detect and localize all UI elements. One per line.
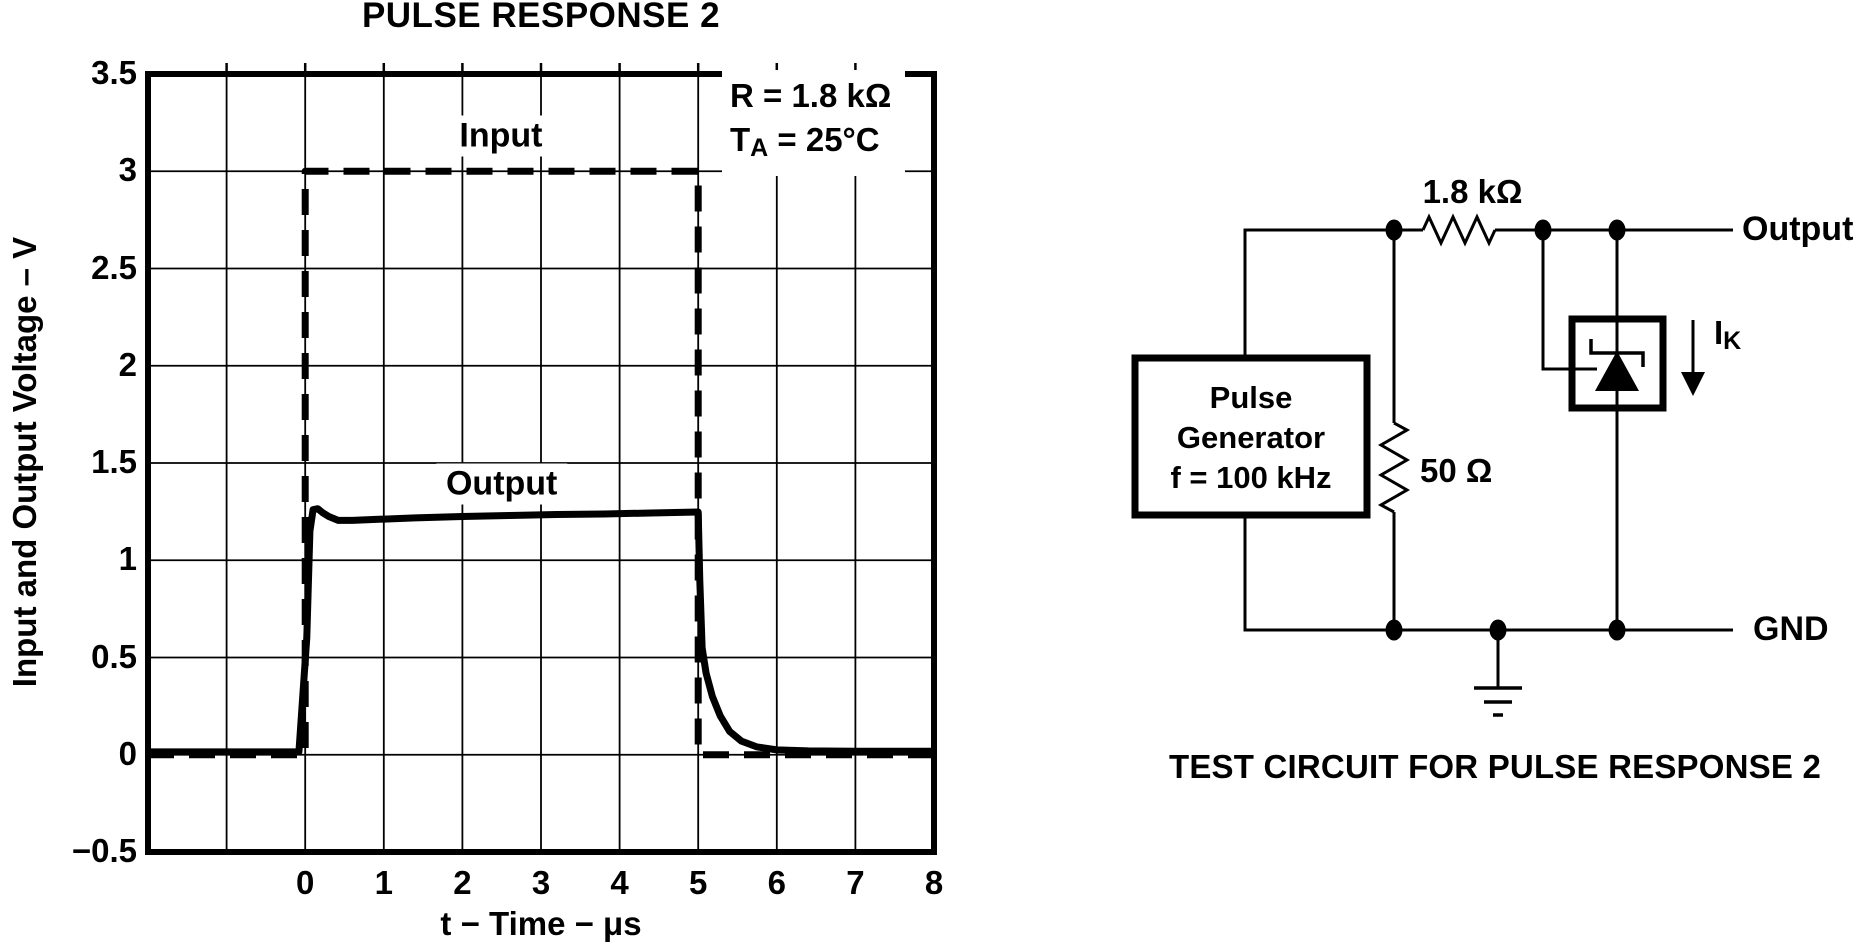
junction-dot — [1535, 220, 1552, 241]
series-label-output: Output — [436, 464, 567, 505]
ground-terminal-label: GND — [1753, 610, 1829, 648]
test-conditions — [722, 70, 905, 176]
series-resistor-label: 1.8 kΩ — [1422, 173, 1523, 210]
condition-temperature: $T_A = 25^\circ C$ — [730, 121, 880, 162]
wire-ground-rail — [1245, 515, 1733, 630]
pulse-generator-label — [1142, 364, 1360, 511]
y-tick-label: 3.5 — [91, 54, 137, 91]
condition-resistance: R = 1.8 kΩ — [730, 77, 892, 114]
x-axis-title: t − Time − μs — [440, 905, 642, 942]
junction-dot — [1609, 220, 1626, 241]
x-tick-label: 0 — [296, 864, 315, 901]
y-tick-label: 3 — [118, 151, 137, 189]
output-terminal-label: Output — [1742, 210, 1854, 248]
y-tick-label: 2 — [118, 345, 137, 383]
y-tick-label: 0.5 — [91, 637, 137, 675]
y-tick-label: −0.5 — [71, 832, 137, 869]
y-tick-label: 2.5 — [91, 248, 137, 286]
y-tick-label: 1.5 — [91, 443, 137, 480]
x-tick-label: 5 — [689, 864, 708, 901]
shunt-resistor-symbol — [1381, 423, 1407, 512]
junction-dot — [1490, 620, 1507, 641]
y-axis-title: Input and Output Voltage – V — [6, 236, 43, 688]
x-tick-label: 8 — [924, 864, 944, 901]
wire-generator-to-resistor — [1245, 230, 1423, 358]
ground-icon — [1474, 688, 1522, 715]
x-tick-label: 7 — [846, 864, 865, 901]
junction-dot — [1609, 620, 1626, 641]
chart-title: PULSE RESPONSE 2 — [361, 0, 721, 35]
junction-dot — [1386, 620, 1403, 641]
x-tick-label: 4 — [610, 864, 629, 901]
circuit-caption: TEST CIRCUIT FOR PULSE RESPONSE 2 — [1168, 748, 1822, 785]
y-tick-label: 0 — [118, 734, 137, 772]
y-tick-label: 1 — [118, 540, 137, 578]
x-tick-label: 3 — [531, 864, 551, 901]
series-label-input: Input — [449, 116, 552, 157]
anode-triangle — [1595, 351, 1639, 391]
current-arrow-icon — [1681, 320, 1705, 396]
junction-dot — [1386, 220, 1403, 241]
shunt-resistor-label: 50 Ω — [1420, 452, 1493, 489]
x-tick-label: 1 — [374, 864, 393, 901]
series-resistor-symbol — [1423, 217, 1495, 243]
x-tick-label: 2 — [453, 864, 472, 901]
pulse-generator-line2: Generator — [1176, 419, 1326, 455]
cathode-current-label: $I_K$ — [1714, 314, 1742, 355]
pulse-generator-line3: f = 100 kHz — [1170, 459, 1332, 495]
x-tick-label: 6 — [767, 864, 786, 901]
junction-dots — [1386, 220, 1626, 641]
pulse-generator-line1: Pulse — [1209, 379, 1293, 415]
